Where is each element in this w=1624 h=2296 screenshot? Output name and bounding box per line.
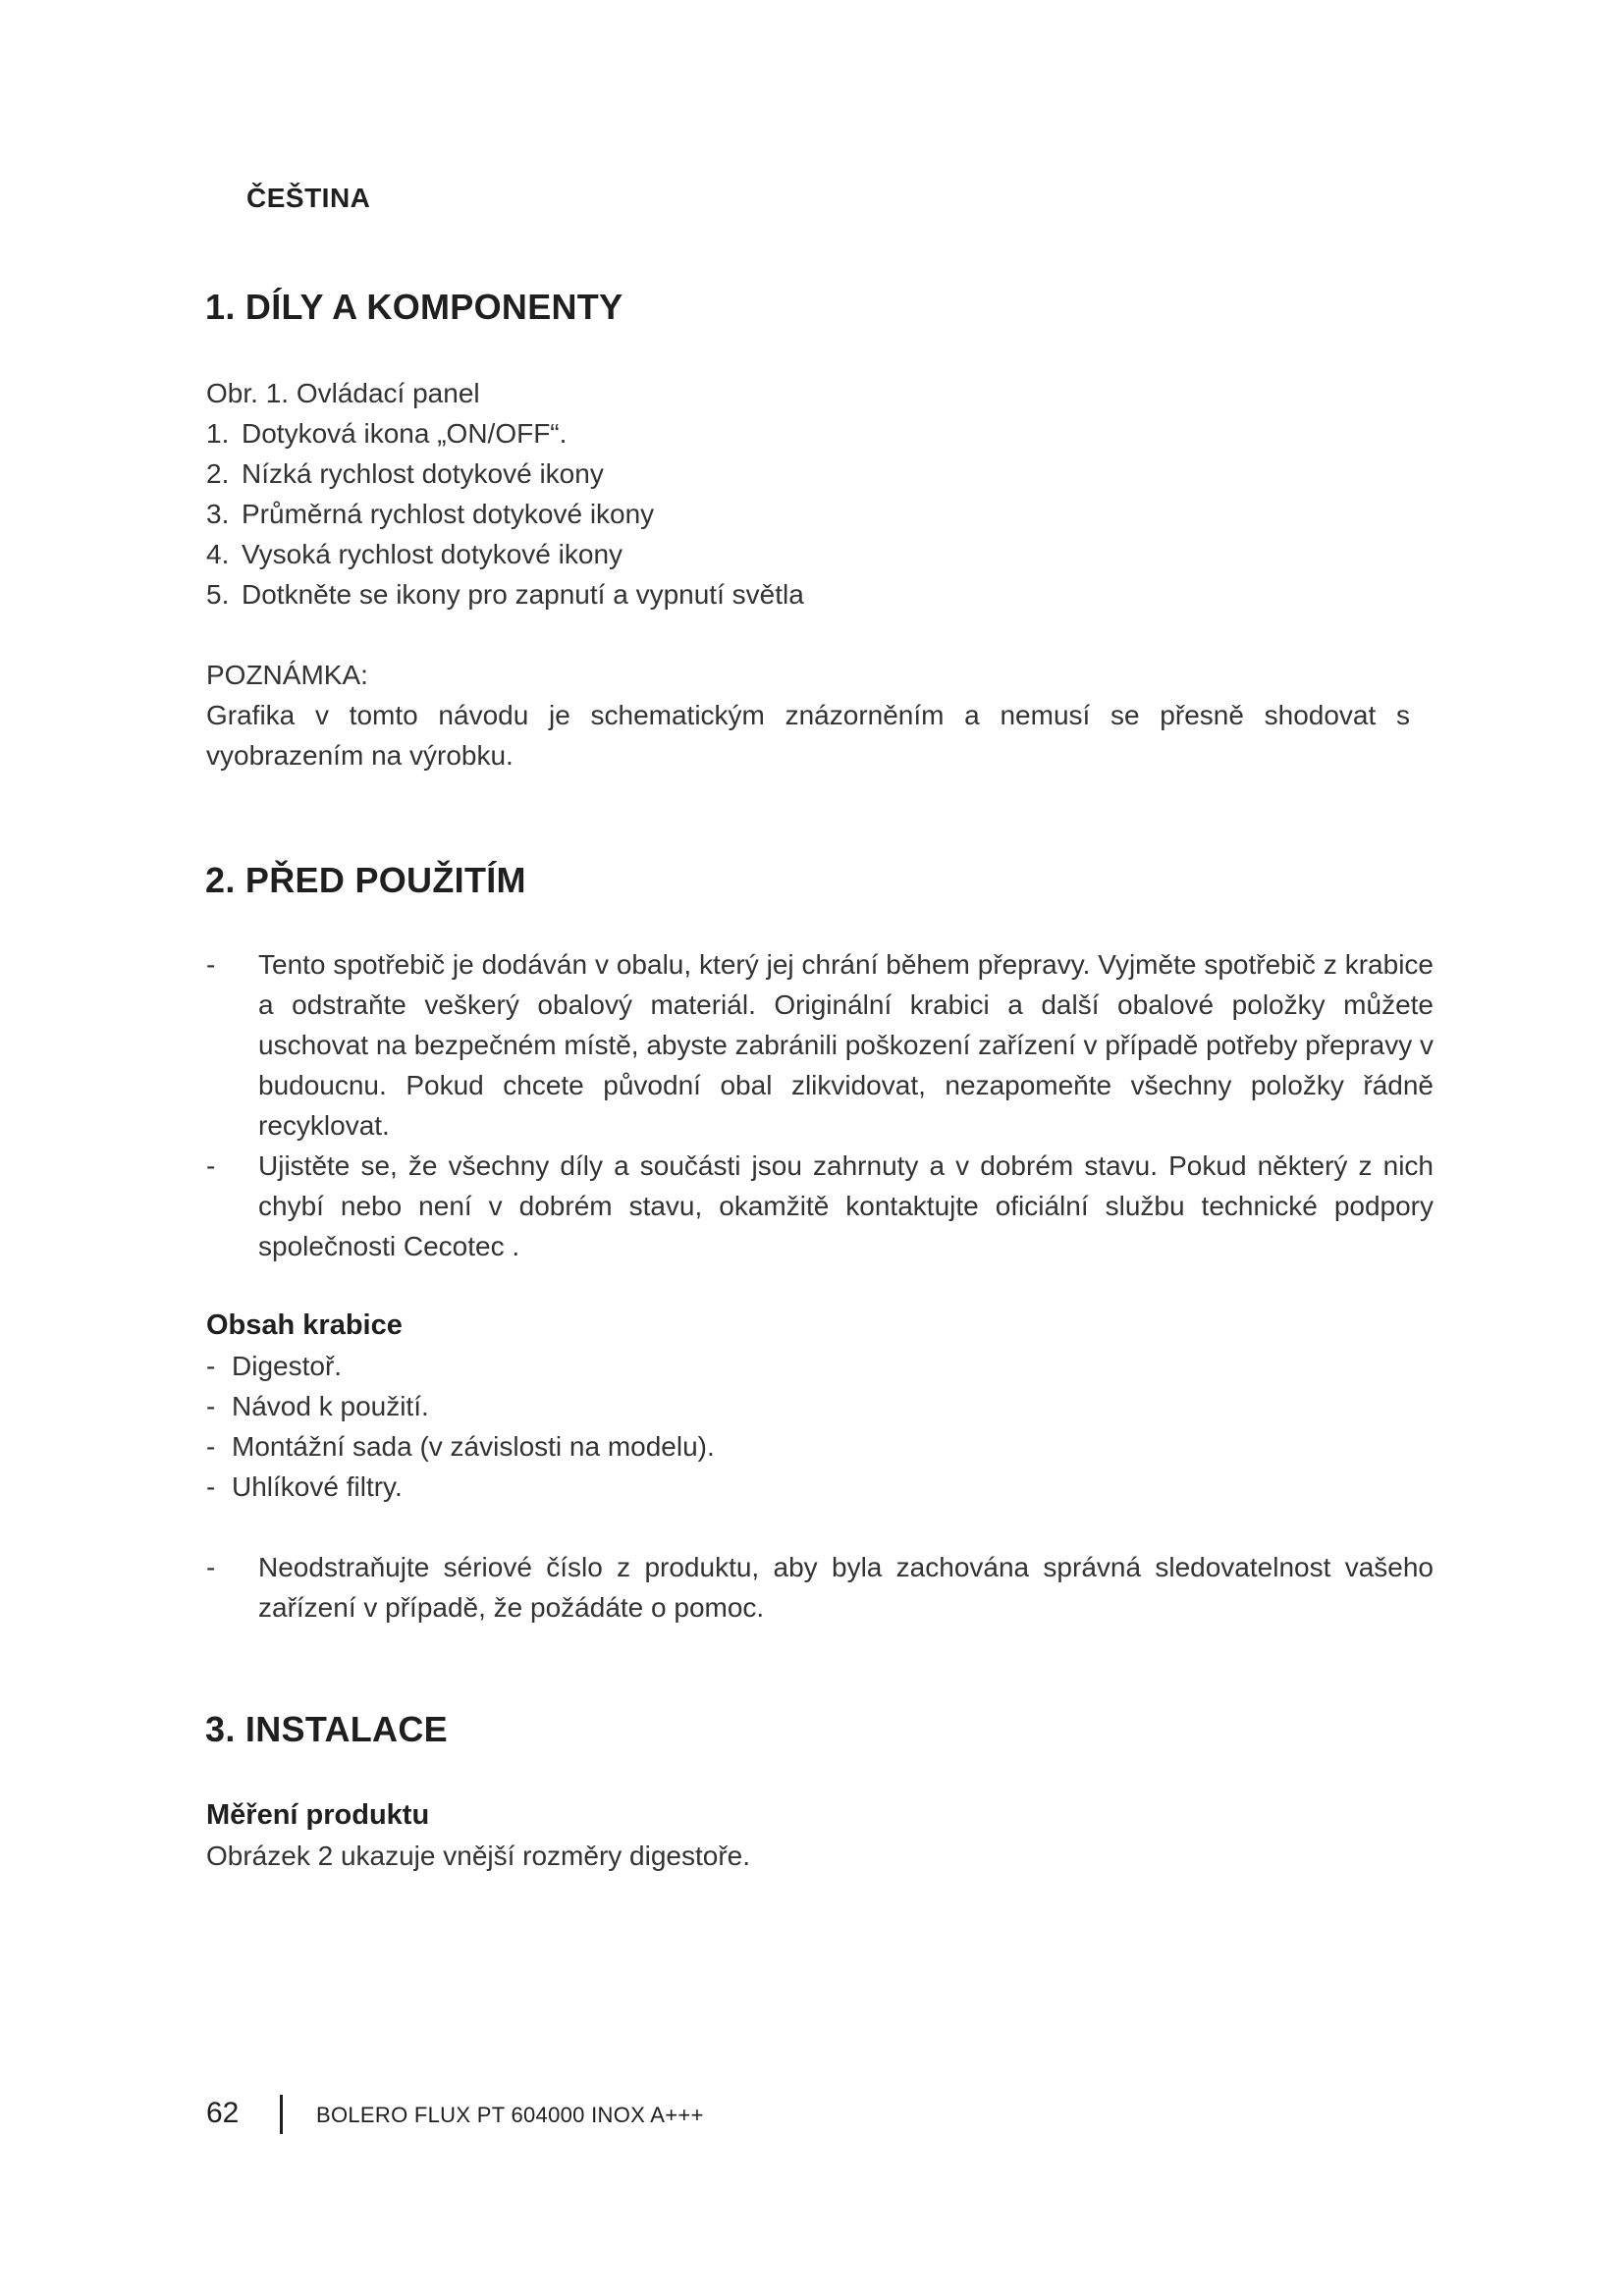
page-number: 62 [206,2097,240,2129]
box-item-dash: - [206,1471,216,1502]
box-item [206,1386,429,1426]
list-item-number: 5. [206,579,230,610]
box-item-dash: - [206,1351,216,1381]
note-text: Grafika v tomto návodu je schematickým znázorněním a nemusí se přesně shodovat s vyobrazením na výrobku. [206,700,1410,771]
bullet-item [206,1146,1434,1266]
bullet-text: Tento spotřebič je dodáván v obalu, který jej chrání během přepravy. Vyjměte spotřebič z krabice a odstraňte veškerý obalový materiál. Originální krabici a další obalové položky můžete uschovat na bezpečném místě, abyste zabránili poškození zařízení v případě potřeby přepravy v budoucnu. Pokud chcete původní obal zlikvidovat, nezapomeňte všechny položky řádně recyklovat. [258,949,1434,1141]
list-item-text: Vysoká rychlost dotykové ikony [242,539,623,569]
list-item [206,454,604,494]
list-item-text: Průměrná rychlost dotykové ikony [242,499,655,529]
bullet-dash: - [206,1150,216,1181]
list-item-text: Dotkněte se ikony pro zapnutí a vypnutí světla [242,579,804,610]
box-item-dash: - [206,1391,216,1421]
list-item-number: 3. [206,499,230,529]
box-item [206,1467,403,1507]
list-item-number: 2. [206,458,230,489]
box-item-dash: - [206,1431,216,1462]
box-item [206,1346,342,1386]
section-2-heading: 2. PŘED POUŽITÍM [205,860,526,900]
bullet-text: Ujistěte se, že všechny díly a součásti jsou zahrnuty a v dobrém stavu. Pokud některý z nich chybí nebo není v dobrém stavu, okamžitě kontaktujte oficiální službu technické podpory společnosti Cecotec . [258,1150,1434,1261]
language-label: ČEŠTINA [246,183,371,213]
list-item-text: Nízká rychlost dotykové ikony [242,458,604,489]
figure-caption: Obr. 1. Ovládací panel [206,378,480,408]
box-contents-heading: Obsah krabice [206,1309,403,1341]
list-item-text: Dotyková ikona „ON/OFF“. [242,418,568,449]
list-item [206,494,654,534]
list-item [206,534,623,574]
list-item-number: 4. [206,539,230,569]
list-item [206,574,804,614]
serial-note-text: Neodstraňujte sériové číslo z produktu, aby byla zachována správná sledovatelnost vašeho zařízení v případě, že požádáte o pomoc. [258,1552,1434,1623]
footer-divider [280,2095,283,2134]
list-item [206,413,567,454]
box-item-text: Montážní sada (v závislosti na modelu). [232,1431,715,1462]
section-1-heading: 1. DÍLY A KOMPONENTY [205,287,623,327]
section-3-heading: 3. INSTALACE [205,1709,448,1749]
box-item-text: Uhlíkové filtry. [232,1471,403,1502]
list-item-number: 1. [206,418,230,449]
serial-note [206,1547,1434,1628]
box-item [206,1426,715,1467]
product-model: BOLERO FLUX PT 604000 INOX A+++ [316,2103,704,2127]
box-item-text: Digestoř. [232,1351,343,1381]
measurement-text: Obrázek 2 ukazuje vnější rozměry digestoře. [206,1841,751,1871]
note-label: POZNÁMKA: [206,660,368,690]
box-item-text: Návod k použití. [232,1391,429,1421]
bullet-item [206,944,1434,1146]
bullet-dash: - [206,1552,216,1582]
measurement-subheading: Měření produktu [206,1799,430,1831]
bullet-dash: - [206,949,216,980]
